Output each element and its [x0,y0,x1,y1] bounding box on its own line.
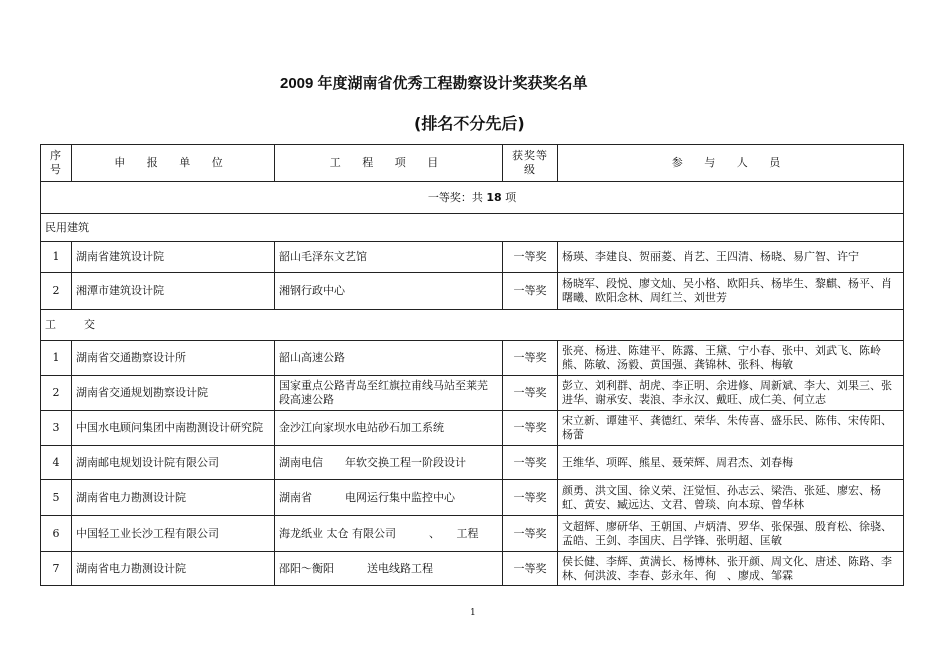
page-number: 1 [470,608,476,618]
row-unit: 湖南省交通勘察设计所 [72,341,275,376]
table-row [41,242,904,273]
row-people: 杨晓军、段悦、廖文灿、吴小格、欧阳兵、杨毕生、黎麒、杨平、肖曙曦、欧阳念林、周红兰、刘世芳 [558,273,904,310]
row-number: 4 [41,446,72,480]
row-number: 7 [41,552,72,586]
document-subtitle: (排名不分先后) [414,114,525,133]
row-number: 3 [41,411,72,446]
table-row [41,341,904,376]
row-unit: 湖南省电力勘测设计院 [72,480,275,516]
category-civil [41,214,904,242]
row-project: 湘钢行政中心 [275,273,503,310]
row-grade: 一等奖 [503,516,558,552]
row-number: 6 [41,516,72,552]
header-grade: 获奖等级 [503,145,558,182]
transport-rows [41,341,904,586]
row-grade: 一等奖 [503,273,558,310]
row-project: 金沙江向家坝水电站砂石加工系统 [275,411,503,446]
row-people: 宋立新、谭建平、龚德红、荣华、朱传喜、盛乐民、陈伟、宋传阳、杨蕾 [558,411,904,446]
table-row [41,446,904,480]
row-number: 1 [41,341,72,376]
row-people: 张亮、杨进、陈建平、陈露、王黛、宁小春、张中、刘武飞、陈岭熊、陈敏、汤毅、黄国强、龚锦林、张科、梅敏 [558,341,904,376]
document-title: 2009 年度湖南省优秀工程勘察设计奖获奖名单 [280,75,588,92]
row-number: 2 [41,273,72,310]
row-grade: 一等奖 [503,552,558,586]
table-row [41,273,904,310]
row-project: 湖南省 电网运行集中监控中心 [275,480,503,516]
row-unit: 中国水电顾问集团中南勘测设计研究院 [72,411,275,446]
row-number: 2 [41,376,72,411]
row-people: 彭立、刘利群、胡虎、李正明、余进修、周新斌、李大、刘果三、张进华、谢承安、裴浪、李永汉、戴旺、成仁美、何立志 [558,376,904,411]
row-project: 海龙纸业 太仓 有限公司 、 工程 [275,516,503,552]
row-unit: 湖南省交通规划勘察设计院 [72,376,275,411]
header-project: 工 程 项 目 [275,145,503,182]
row-unit: 湘潭市建筑设计院 [72,273,275,310]
row-grade: 一等奖 [503,376,558,411]
row-grade: 一等奖 [503,446,558,480]
row-people: 文超辉、廖研华、王朝国、卢炳清、罗华、张保强、殷育松、徐骁、孟皓、王剑、李国庆、吕学锋、张明超、匡敏 [558,516,904,552]
row-project: 国家重点公路青岛至红旗拉甫线马站至莱芜段高速公路 [275,376,503,411]
table-row [41,480,904,516]
row-project: 韶山高速公路 [275,341,503,376]
row-people: 王维华、项晖、熊星、聂荣辉、周君杰、刘春梅 [558,446,904,480]
section-count: 18 [486,190,502,204]
row-people: 杨瑛、李建良、贺丽菱、肖艺、王四清、杨晓、易广智、许宁 [558,242,904,273]
row-unit: 湖南邮电规划设计院有限公司 [72,446,275,480]
row-number: 1 [41,242,72,273]
civil-rows [41,242,904,310]
row-project: 湖南电信 年软交换工程一阶段设计 [275,446,503,480]
category-transport [41,310,904,341]
category-label: 工交 [41,310,904,341]
row-unit: 湖南省电力勘测设计院 [72,552,275,586]
table-row [41,411,904,446]
row-grade: 一等奖 [503,411,558,446]
table-header-row [41,145,904,182]
row-people: 颜勇、洪文国、徐义荣、汪觉恒、孙志云、梁浩、张延、廖宏、杨虹、黄安、臧远达、文君、曾琰、向本琼、曾华林 [558,480,904,516]
awards-table [40,144,904,586]
row-grade: 一等奖 [503,480,558,516]
row-grade: 一等奖 [503,242,558,273]
row-grade: 一等奖 [503,341,558,376]
table-row [41,376,904,411]
section-first-prize [41,182,904,214]
row-unit: 湖南省建筑设计院 [72,242,275,273]
row-people: 侯长健、李辉、黄满长、杨博林、张开颜、周文化、唐述、陈路、李林、何洪波、李春、彭永年、徇 、廖成、邹霖 [558,552,904,586]
section-suffix: 项 [505,190,517,204]
row-project: 韶山毛泽东文艺馆 [275,242,503,273]
row-unit: 中国轻工业长沙工程有限公司 [72,516,275,552]
section-label [41,182,904,214]
header-people: 参 与 人 员 [558,145,904,182]
header-unit: 申 报 单 位 [72,145,275,182]
row-project: 邵阳～衡阳 送电线路工程 [275,552,503,586]
category-label: 民用建筑 [41,214,904,242]
table-row [41,552,904,586]
row-number: 5 [41,480,72,516]
table-row [41,516,904,552]
header-seq: 序号 [41,145,72,182]
section-prefix: 一等奖：共 [427,190,483,204]
